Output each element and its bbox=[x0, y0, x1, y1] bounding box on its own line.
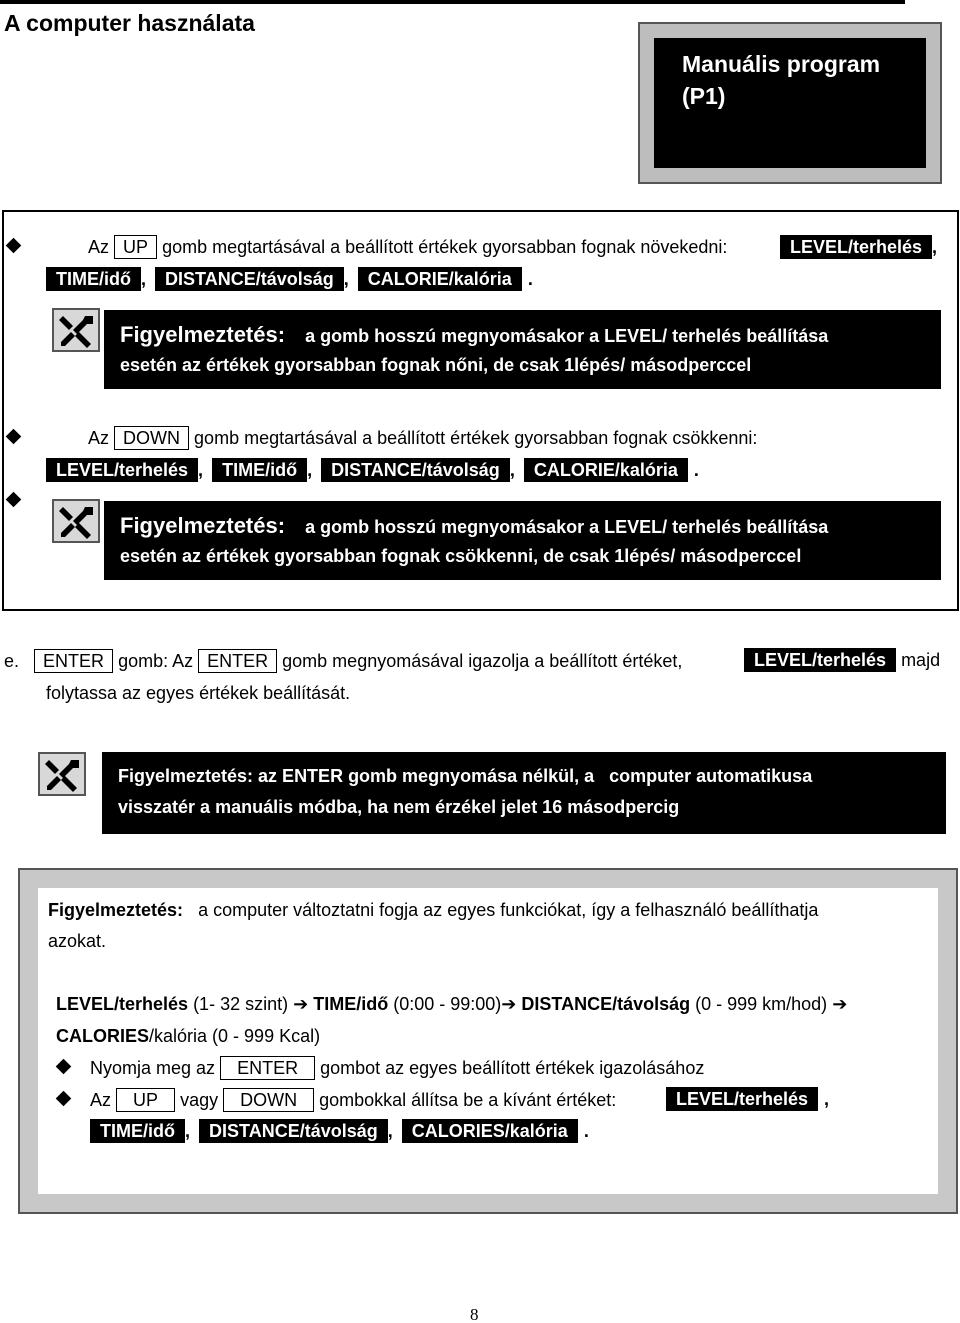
tag-time: TIME/idő bbox=[46, 267, 141, 291]
enter-key: ENTER bbox=[220, 1056, 315, 1080]
tag-distance: DISTANCE/távolság bbox=[155, 267, 344, 291]
warning-icon bbox=[52, 499, 100, 543]
up-tags-row-2: TIME/idő , DISTANCE/távolság , CALORIE/kalória . bbox=[46, 266, 533, 292]
warning-banner-3: Figyelmeztetés: az ENTER gomb megnyomása nélkül, a computer automatikusa visszatér a manuális módba, ha nem érzékel jelet 16 másodpercig bbox=[102, 752, 946, 834]
arrow-right-icon: ➔ bbox=[293, 994, 309, 1014]
program-box-label: Manuális program (P1) bbox=[654, 38, 926, 168]
tag-calorie: CALORIE/kalória bbox=[524, 458, 688, 482]
enter-line-2: folytassa az egyes értékek beállítását. bbox=[46, 683, 351, 703]
tag-calories: CALORIES/kalória bbox=[402, 1119, 578, 1143]
warning-icon bbox=[52, 308, 100, 352]
arrow-right-icon: ➔ bbox=[501, 994, 517, 1014]
settings-bullet-2: Az UP vagy DOWN gombokkal állítsa be a kívánt értéket: bbox=[90, 1090, 617, 1110]
enter-key: ENTER bbox=[34, 649, 113, 673]
tag-level: LEVEL/terhelés bbox=[666, 1087, 818, 1111]
tag-time: TIME/idő bbox=[90, 1119, 185, 1143]
up-tags-row-1: LEVEL/terhelés , bbox=[780, 234, 937, 260]
enter-tag-row: LEVEL/terhelés majd bbox=[744, 647, 940, 673]
tag-level: LEVEL/terhelés bbox=[46, 458, 198, 482]
program-box bbox=[638, 22, 942, 184]
settings-warning-line-1: Figyelmeztetés: a computer változtatni fogja az egyes funkciókat, így a felhasználó beállíthatja bbox=[48, 900, 819, 920]
down-key: DOWN bbox=[223, 1088, 314, 1112]
top-rule bbox=[0, 0, 905, 4]
enter-key: ENTER bbox=[198, 649, 277, 673]
enter-line-1: e. ENTER gomb: Az ENTER gomb megnyomásával igazolja a beállított értéket, bbox=[4, 651, 683, 671]
tag-distance: DISTANCE/távolság bbox=[199, 1119, 388, 1143]
down-line-1: Az DOWN gomb megtartásával a beállított értékek gyorsabban fognak csökkenni: bbox=[88, 428, 758, 448]
page-title: A computer használata bbox=[4, 10, 255, 36]
down-key: DOWN bbox=[114, 426, 189, 450]
settings-tag-row-2: TIME/idő , DISTANCE/távolság , CALORIES/kalória . bbox=[90, 1118, 589, 1144]
settings-warning-line-2: azokat. bbox=[48, 931, 107, 951]
tag-distance: DISTANCE/távolság bbox=[321, 458, 510, 482]
up-key: UP bbox=[116, 1088, 175, 1112]
settings-sequence-line-1: LEVEL/terhelés (1- 32 szint) ➔ TIME/idő (0:00 - 99:00)➔ DISTANCE/távolság (0 - 999 km/hod) ➔ bbox=[56, 994, 848, 1014]
tag-time: TIME/idő bbox=[212, 458, 307, 482]
settings-tag-row-1: LEVEL/terhelés , bbox=[666, 1086, 829, 1112]
tag-calorie: CALORIE/kalória bbox=[358, 267, 522, 291]
tag-level: LEVEL/terhelés bbox=[780, 235, 932, 259]
warning-banner-2: Figyelmeztetés: a gomb hosszú megnyomásakor a LEVEL/ terhelés beállítása esetén az értékek gyorsabban fognak csökkenni, de csak 1lépés/ másodperccel bbox=[104, 501, 941, 580]
settings-sequence-line-2: CALORIES/kalória (0 - 999 Kcal) bbox=[56, 1026, 321, 1046]
up-key: UP bbox=[114, 235, 157, 259]
warning-banner-1: Figyelmeztetés: a gomb hosszú megnyomásakor a LEVEL/ terhelés beállítása esetén az értékek gyorsabban fognak nőni, de csak 1lépés/ másodperccel bbox=[104, 310, 941, 389]
page-number: 8 bbox=[470, 1305, 479, 1323]
tag-level: LEVEL/terhelés bbox=[744, 648, 896, 672]
down-tags-row: LEVEL/terhelés , TIME/idő , DISTANCE/távolság , CALORIE/kalória . bbox=[46, 457, 699, 483]
arrow-right-icon: ➔ bbox=[832, 994, 848, 1014]
up-line-1: Az UP gomb megtartásával a beállított értékek gyorsabban fognak növekedni: bbox=[88, 237, 728, 257]
settings-bullet-1: Nyomja meg az ENTER gombot az egyes beállított értékek igazolásához bbox=[90, 1058, 705, 1078]
warning-icon bbox=[38, 752, 86, 796]
